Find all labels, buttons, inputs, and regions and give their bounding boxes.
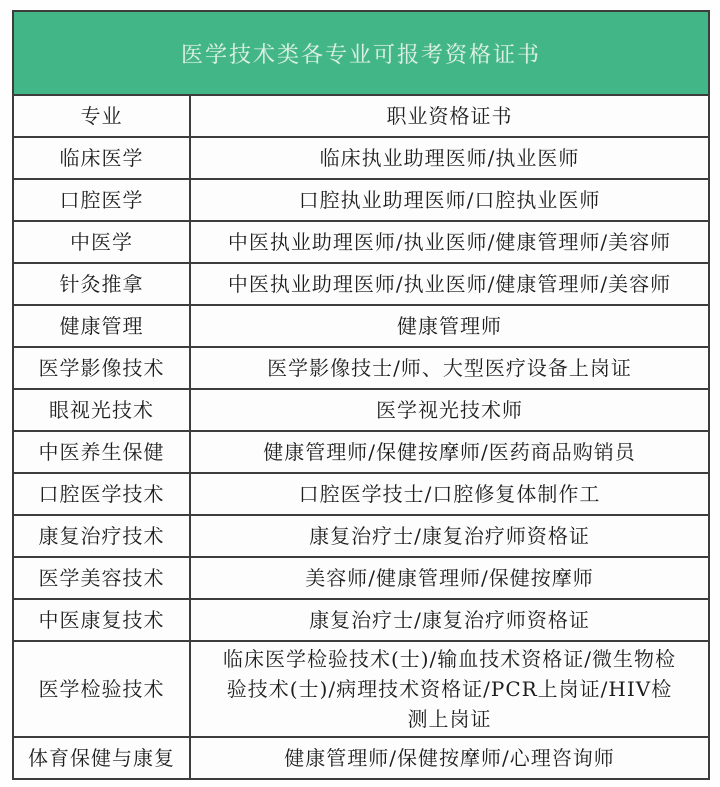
qualification-table [12,94,710,780]
table-row [13,599,709,641]
page-title: 医学技术类各专业可报考资格证书 [180,42,541,68]
major-cell: 康复治疗技术 [13,515,190,557]
table-header-row [13,95,709,137]
certs-cell: 临床执业助理医师/执业医师 [190,137,709,179]
table-row [13,305,709,347]
major-cell: 中医康复技术 [13,599,190,641]
certs-cell: 美容师/健康管理师/保健按摩师 [190,557,709,599]
table-row [13,515,709,557]
table-row [13,137,709,179]
major-column-header: 专业 [13,95,190,137]
certs-cell: 健康管理师/保健按摩师/医药商品购销员 [190,431,709,473]
major-cell: 中医学 [13,221,190,263]
table-row [13,389,709,431]
certs-cell: 医学影像技士/师、大型医疗设备上岗证 [190,347,709,389]
certs-cell: 医学视光技术师 [190,389,709,431]
major-cell: 医学检验技术 [13,641,190,737]
table-row [13,431,709,473]
table-row [13,179,709,221]
certs-cell: 口腔执业助理医师/口腔执业医师 [190,179,709,221]
certs-cell: 健康管理师 [190,305,709,347]
certs-cell: 中医执业助理医师/执业医师/健康管理师/美容师 [190,263,709,305]
table-row [13,473,709,515]
major-cell: 针灸推拿 [13,263,190,305]
certs-cell: 临床医学检验技术(士)/输血技术资格证/微生物检验技术(士)/病理技术资格证/PCR上岗证/HIV检测上岗证 [190,641,709,737]
major-cell: 中医养生保健 [13,431,190,473]
certs-cell: 健康管理师/保健按摩师/心理咨询师 [190,737,709,779]
table-row [13,737,709,779]
table-row [13,263,709,305]
major-cell: 健康管理 [13,305,190,347]
major-cell: 眼视光技术 [13,389,190,431]
major-cell: 医学美容技术 [13,557,190,599]
certs-cell: 中医执业助理医师/执业医师/健康管理师/美容师 [190,221,709,263]
major-cell: 口腔医学技术 [13,473,190,515]
table-row [13,347,709,389]
table-row [13,641,709,737]
table-row [13,221,709,263]
table-body [13,95,709,779]
banner [12,10,710,94]
major-cell: 口腔医学 [13,179,190,221]
major-cell: 医学影像技术 [13,347,190,389]
certificate-table-sheet [12,10,710,780]
certs-column-header: 职业资格证书 [190,95,709,137]
major-cell: 体育保健与康复 [13,737,190,779]
certs-cell: 康复治疗士/康复治疗师资格证 [190,599,709,641]
major-cell: 临床医学 [13,137,190,179]
certs-cell: 康复治疗士/康复治疗师资格证 [190,515,709,557]
certs-cell: 口腔医学技士/口腔修复体制作工 [190,473,709,515]
table-row [13,557,709,599]
